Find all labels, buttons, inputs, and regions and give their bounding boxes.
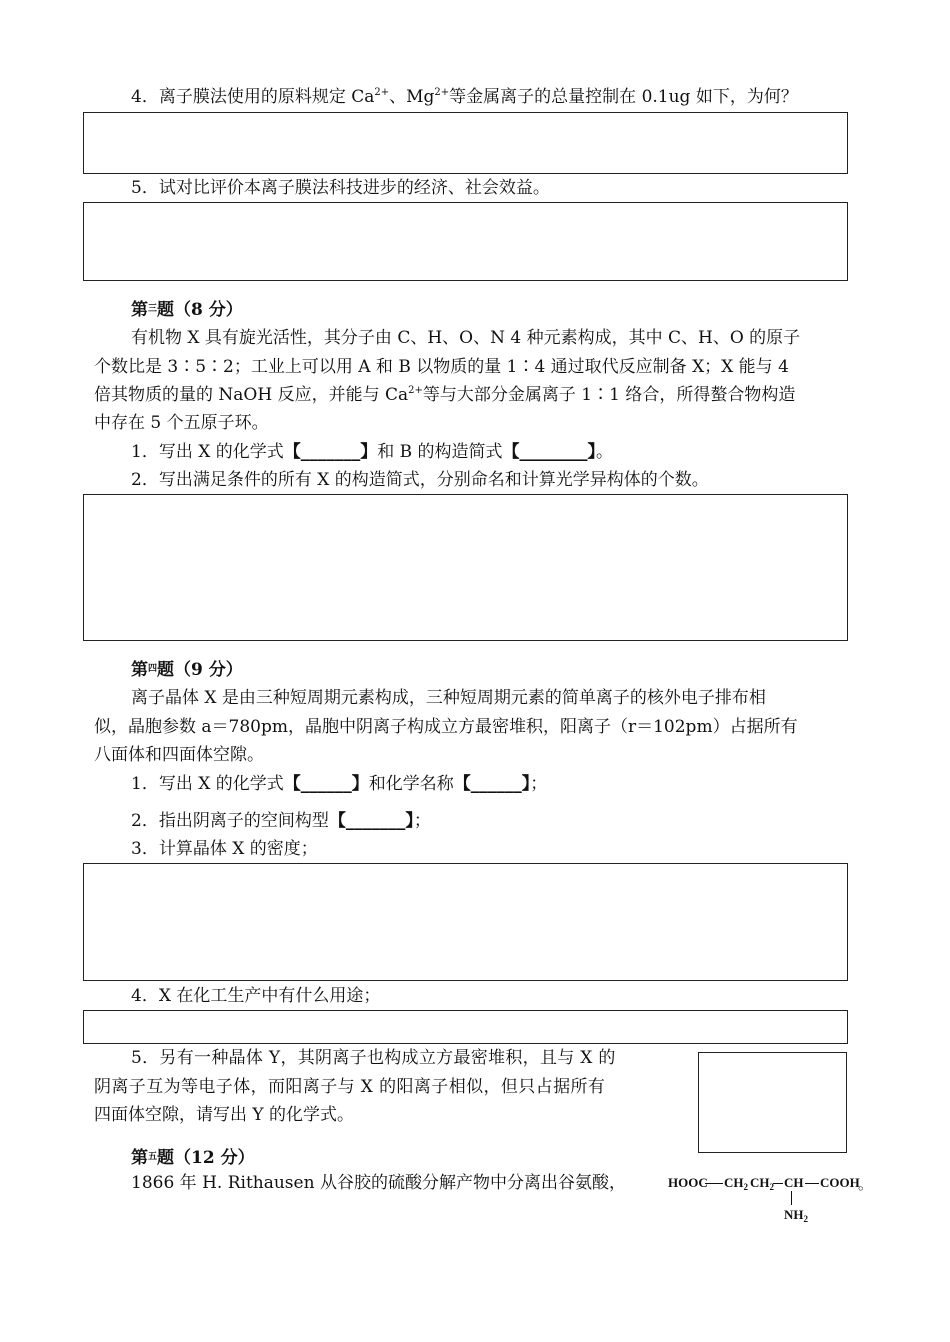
formula-bond-1 xyxy=(705,1183,723,1184)
q4-item5-line3: 四面体空隙，请写出 Y 的化学式。 xyxy=(94,1105,355,1125)
q4-title-num: 四 xyxy=(148,664,158,674)
q3-title-prefix: 第 xyxy=(131,300,148,320)
formula-bond-2 xyxy=(773,1183,783,1184)
q4-stem-line3: 八面体和四面体空隙。 xyxy=(94,745,264,765)
q2-item5-text: 5．试对比评价本离子膜法科技进步的经济、社会效益。 xyxy=(131,178,550,198)
q4-item3-answer-box[interactable] xyxy=(83,863,848,981)
q3-item1-blank-formula[interactable]: 【_______】 xyxy=(283,442,378,462)
q2-item4-answer-box[interactable] xyxy=(83,112,848,174)
q4-item1-c: 和化学名称 xyxy=(368,774,454,794)
q3-title-num: 三 xyxy=(148,304,158,314)
q4-item4: 4．X 在化工生产中有什么用途； xyxy=(131,986,381,1006)
q4-item1-e: ； xyxy=(530,774,548,794)
q3-ca-charge: 2+ xyxy=(408,385,423,396)
q4-item1-blank-name[interactable]: 【______】 xyxy=(453,774,531,794)
q2-item4-mid: 、Mg xyxy=(389,87,435,107)
q5-stem: 1866 年 H. Rithausen 从谷胶的硫酸分解产物中分离出谷氨酸， xyxy=(131,1173,626,1193)
q3-item2-answer-box[interactable] xyxy=(83,494,848,641)
q4-item1-a: 1．写出 X 的化学式 xyxy=(131,774,284,794)
q4-item2-blank[interactable]: 【_______】 xyxy=(328,811,414,831)
formula-hooc: HOOC xyxy=(668,1175,708,1190)
q3-item1-a: 1．写出 X 的化学式 xyxy=(131,442,284,462)
q3-item1-e: 。 xyxy=(596,442,614,462)
q4-item4-answer-box[interactable] xyxy=(83,1010,848,1044)
q4-item2 xyxy=(131,810,431,832)
formula-nh2 xyxy=(784,1207,808,1224)
q5-title-num: 五 xyxy=(148,1152,158,1162)
q5-title xyxy=(131,1146,255,1169)
q3-item1-blank-structure[interactable]: 【________】 xyxy=(502,442,597,462)
q4-title-prefix: 第 xyxy=(131,660,148,680)
q4-title xyxy=(131,658,243,681)
q2-item4-pre: 4．离子膜法使用的原料规定 Ca xyxy=(131,87,375,107)
q4-item5-line2: 阴离子互为等电子体，而阳离子与 X 的阳离子相似，但只占据所有 xyxy=(94,1077,606,1097)
formula-ch2-2-sub: 2 xyxy=(769,1182,774,1192)
q5-title-prefix: 第 xyxy=(131,1148,148,1168)
q4-item1-blank-formula[interactable]: 【______】 xyxy=(283,774,369,794)
q4-item2-c: ； xyxy=(413,811,431,831)
q5-title-suffix: 题（12 分） xyxy=(157,1148,255,1168)
formula-ch: CH xyxy=(784,1175,804,1190)
mg-charge: 2+ xyxy=(434,87,450,98)
formula-ch2-2 xyxy=(750,1175,774,1192)
q2-item4-text xyxy=(131,86,798,108)
q3-stem-line3-pre: 倍其物质的量的 NaOH 反应，并能与 Ca xyxy=(94,385,409,405)
formula-ch2-1-sub: 2 xyxy=(743,1182,748,1192)
q3-item1-c: 和 B 的构造简式 xyxy=(377,442,503,462)
q4-item1 xyxy=(131,773,547,795)
formula-nh2-sub: 2 xyxy=(803,1214,808,1224)
q3-title-suffix: 题（8 分） xyxy=(157,300,243,320)
formula-ch2-1-c: CH xyxy=(724,1175,744,1190)
q3-stem-line1: 有机物 X 具有旋光活性，其分子由 C、H、O、N 4 种元素构成，其中 C、H、O 的原子 xyxy=(131,328,801,348)
q3-item1 xyxy=(131,441,613,463)
formula-ch2-2-c: CH xyxy=(750,1175,770,1190)
formula-nh: NH xyxy=(784,1207,804,1222)
q3-stem-line4: 中存在 5 个五原子环。 xyxy=(94,413,269,433)
q4-item5-line1: 5．另有一种晶体 Y，其阴离子也构成立方最密堆积，且与 X 的 xyxy=(131,1048,616,1068)
formula-ch2-1 xyxy=(724,1175,748,1192)
formula-cooh: COOH xyxy=(820,1175,860,1190)
ca-charge: 2+ xyxy=(374,87,390,98)
q3-stem-line2: 个数比是 3∶5∶2；工业上可以用 A 和 B 以物质的量 1∶4 通过取代反应制备 X；X 能与 4 xyxy=(94,357,789,377)
q3-item2: 2．写出满足条件的所有 X 的构造简式，分别命名和计算光学异构体的个数。 xyxy=(131,470,709,490)
q3-title xyxy=(131,298,243,321)
q4-item5-answer-box[interactable] xyxy=(698,1052,847,1153)
q4-stem-line1: 离子晶体 X 是由三种短周期元素构成，三种短周期元素的简单离子的核外电子排布相 xyxy=(131,688,766,708)
formula-period: 。 xyxy=(858,1177,874,1193)
glutamic-acid-formula xyxy=(668,1173,874,1225)
q4-stem-line2: 似，晶胞参数 a＝780pm，晶胞中阴离子构成立方最密堆积，阳离子（r＝102pm）占据所有 xyxy=(94,717,798,737)
q4-title-suffix: 题（9 分） xyxy=(157,660,243,680)
q2-item5-answer-box[interactable] xyxy=(83,202,848,281)
formula-bond-3 xyxy=(805,1183,819,1184)
q4-item3: 3．计算晶体 X 的密度； xyxy=(131,839,318,859)
formula-bond-vertical xyxy=(791,1191,792,1205)
q3-stem-line3-post: 等与大部分金属离子 1∶1 络合，所得螯合物构造 xyxy=(422,385,796,405)
q3-stem-line3 xyxy=(94,384,795,406)
q4-item2-a: 2．指出阴离子的空间构型 xyxy=(131,811,329,831)
q2-item4-post: 等金属离子的总量控制在 0.1ug 如下，为何？ xyxy=(449,87,798,107)
